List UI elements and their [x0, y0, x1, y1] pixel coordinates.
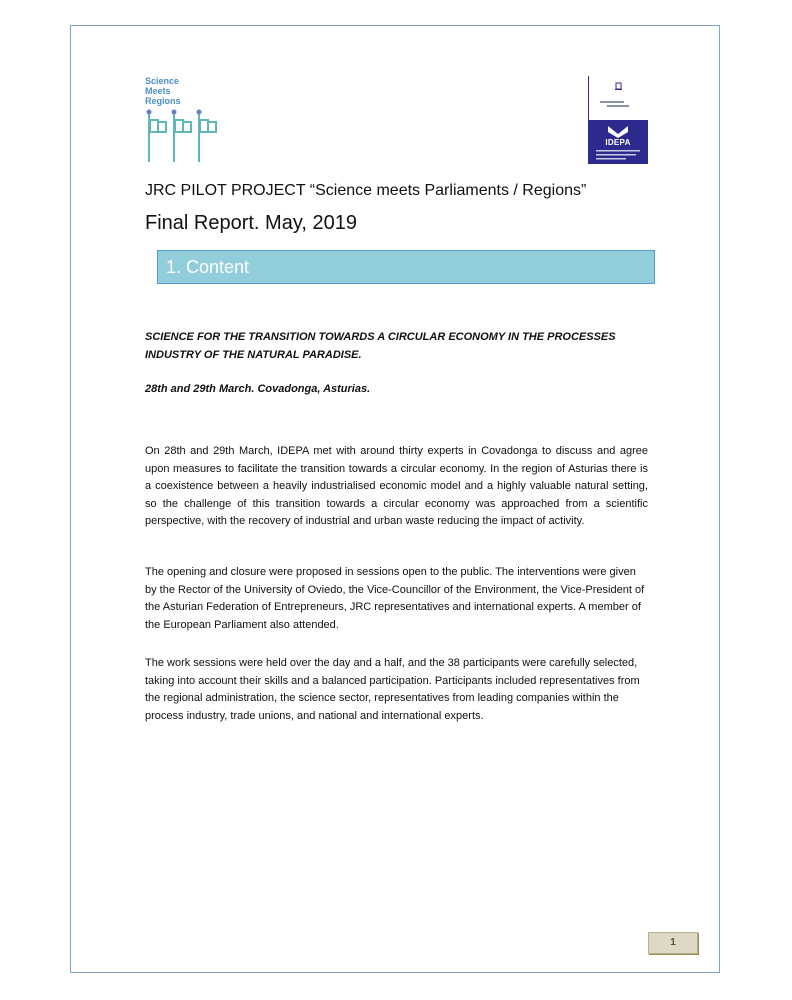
- project-title: JRC PILOT PROJECT “Science meets Parliaments / Regions”: [145, 182, 587, 199]
- logo-text-line3: Regions: [145, 96, 181, 106]
- idepa-logo: [588, 76, 648, 164]
- page-number: 1: [670, 937, 676, 948]
- section-heading-box: [157, 250, 655, 284]
- idepa-label: IDEPA: [605, 138, 631, 147]
- page-number-box: [648, 932, 698, 954]
- paragraph-1: On 28th and 29th March, IDEPA met with around thirty experts in Covadonga to discuss and agree upon measures to facilitate the transition towards a circular economy. In the region of Asturias there is a coexistence between a heavily industrialised economic model and a highly valuable natural setting, so the challenge of this transition towards a circular economy was approached from a scientific perspective, with the recovery of industrial and urban waste reducing the impact of activity.: [145, 445, 648, 528]
- logo-text-line1: Science: [145, 76, 180, 86]
- government-emblem: [588, 76, 648, 120]
- crest-icon: [589, 76, 649, 120]
- paragraph-2: The opening and closure were proposed in sessions open to the public. The interventions were given by the Rector of the University of Oviedo, the Vice-Councillor of the Environment, the Vice-President of the Asturian Federation of Entrepreneurs, JRC representatives and international experts. A member of the European Parliament also attended.: [145, 566, 645, 631]
- science-meets-regions-logo: [145, 76, 225, 166]
- event-title: SCIENCE FOR THE TRANSITION TOWARDS A CIRCULAR ECONOMY IN THE PROCESSES INDUSTRY OF THE NATURAL PARADISE.: [145, 331, 616, 361]
- flag-poles-icon: [145, 108, 225, 164]
- idepa-subtext-lines: [588, 149, 648, 161]
- logo-text-line2: Meets: [145, 86, 171, 96]
- event-date: 28th and 29th March. Covadonga, Asturias.: [145, 383, 371, 395]
- report-title: Final Report. May, 2019: [145, 212, 357, 234]
- paragraph-3: The work sessions were held over the day and a half, and the 38 participants were carefully selected, taking into account their skills and a balanced participation. Participants included representatives from the regional administration, the science sector, representatives from leading companies within the process industry, trade unions, and national and international experts.: [145, 657, 640, 722]
- section-heading: 1. Content: [166, 257, 250, 277]
- idepa-block: [588, 120, 648, 164]
